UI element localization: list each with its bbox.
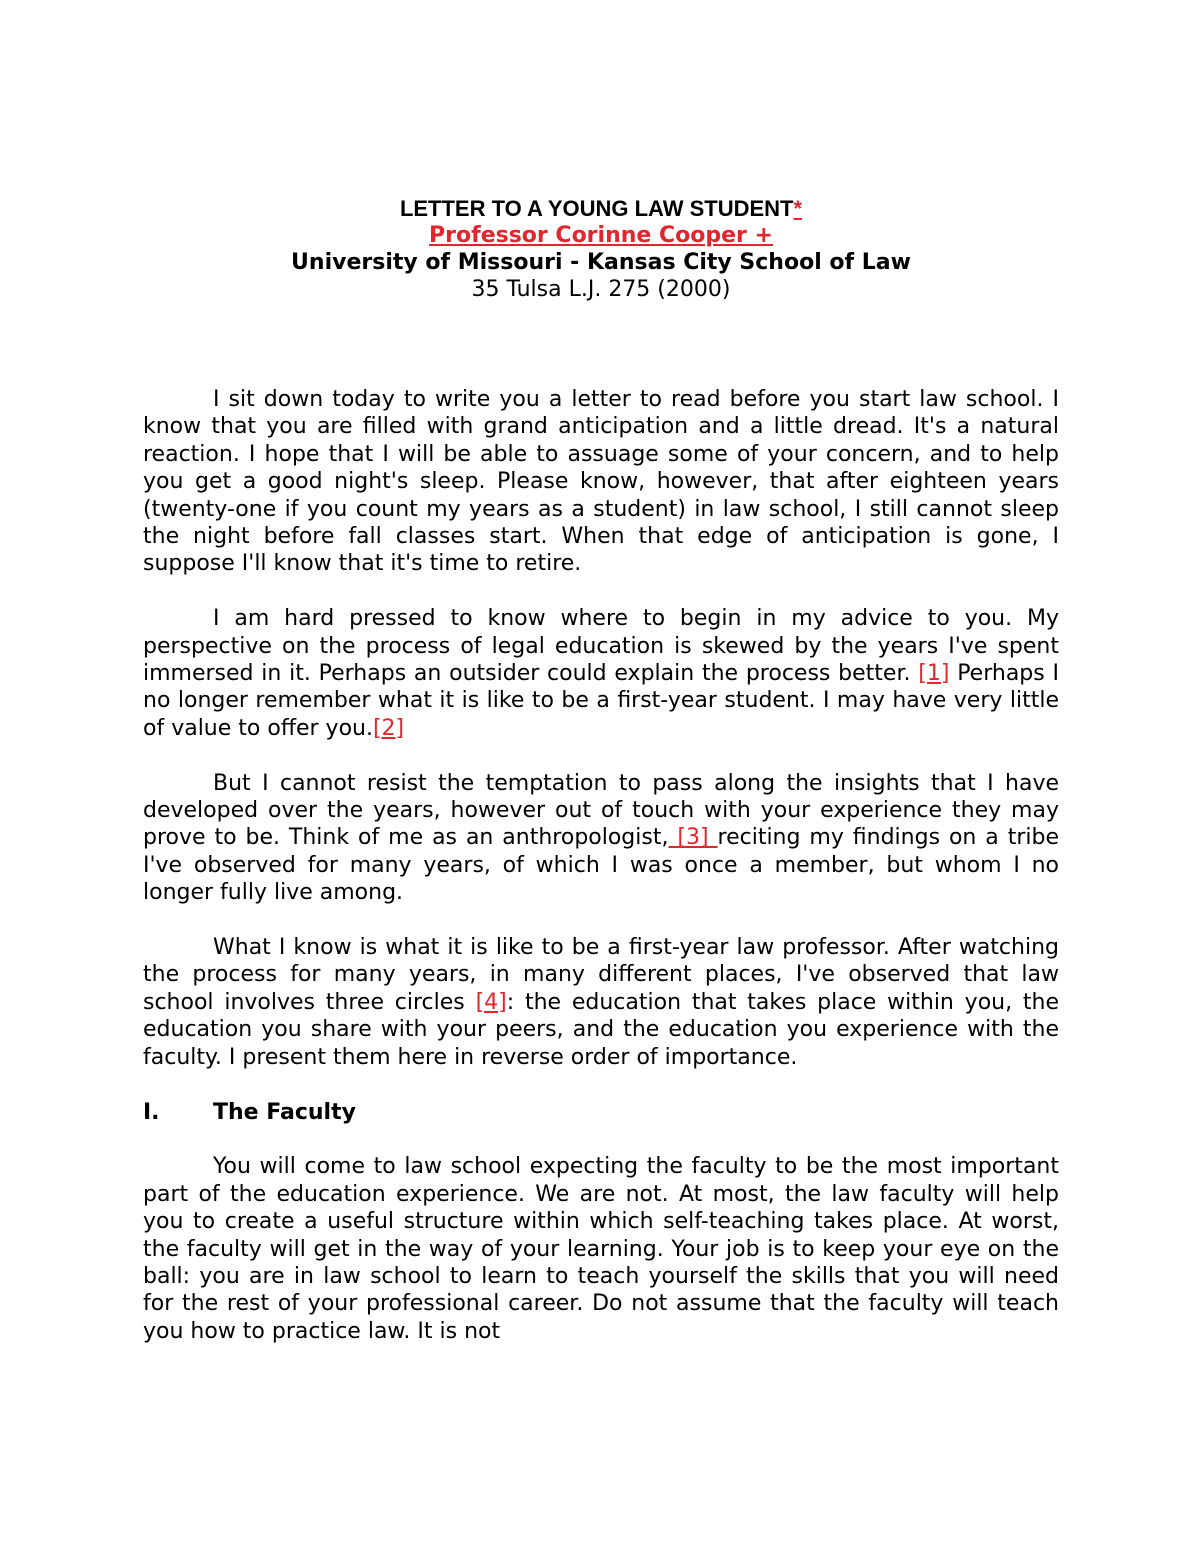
- author-link[interactable]: Professor Corinne Cooper +: [429, 223, 773, 248]
- paragraph-1: I sit down today to write you a letter to read before you start law school. I know that you are filled with grand anticipation and a little dread. It's a natural reaction. I hope that I will be able to assuage some of your concern, and to help you get a good night's sleep. Please know, however, that after eighteen years (twenty-one if you count my years as a student) in law school, I still cannot sleep the night before fall classes start. When that edge of anticipation is gone, I suppose I'll know that it's time to retire.: [143, 387, 1059, 577]
- footnote-link-1[interactable]: [1]: [918, 661, 950, 687]
- institution-name: University of Missouri - Kansas City School of Law: [291, 250, 911, 275]
- paragraph-4-text-b: : the education that takes place within you, the education you share with your peers, and the education you experience with the faculty. I present them here in reverse order of importance.: [143, 989, 1059, 1070]
- paragraph-4: [143, 934, 1059, 1071]
- title-block: [143, 195, 1059, 303]
- paragraph-3-text-a: But I cannot resist the temptation to pass along the insights that I have developed over the years, however out of touch with your experience they may prove to be. Think of me as an anthropologist,: [143, 770, 1059, 851]
- paragraph-5: You will come to law school expecting the faculty to be the most important part of the education experience. We are not. At most, the law faculty will help you to create a useful structure within which self-teaching takes place. At worst, the faculty will get in the way of your learning. Your job is to keep your eye on the ball: you are in law school to learn to teach yourself the skills that you will need for the rest of your professional career. Do not assume that the faculty will teach you how to practice law. It is not: [143, 1154, 1059, 1344]
- title-text: LETTER TO A YOUNG LAW STUDENT: [399, 196, 794, 221]
- footnote-link-3[interactable]: [3]: [668, 825, 718, 851]
- paragraph-4-text-a: What I know is what it is like to be a first-year law professor. After watching the process for many years, in many different places, I've observed that law school involves three circles: [143, 935, 1059, 1015]
- paragraph-2: [143, 605, 1059, 742]
- section-number: I.: [143, 1099, 160, 1125]
- citation: 35 Tulsa L.J. 275 (2000): [471, 277, 731, 302]
- paragraph-2-text-b: Perhaps I no longer remember what it is like to be a first-year student. I may have very little of value to offer you.: [143, 661, 1059, 741]
- document-title: [143, 195, 1059, 222]
- section-heading: [143, 1099, 1059, 1126]
- letter-body: [143, 386, 1059, 1345]
- author-line: [143, 222, 1059, 249]
- footnote-link-4[interactable]: [4]: [475, 989, 507, 1015]
- paragraph-3-text-b: reciting my findings on a tribe I've observed for many years, of which I was once a member, but whom I no longer fully live among.: [143, 825, 1059, 906]
- paragraph-2-text-a: I am hard pressed to know where to begin in my advice to you. My perspective on the process of legal education is skewed by the years I've spent immersed in it. Perhaps an outsider could explain the process better.: [143, 606, 1059, 687]
- paragraph-3: [143, 770, 1059, 907]
- footnote-link-2[interactable]: [2]: [372, 715, 405, 741]
- section-title: The Faculty: [213, 1099, 356, 1125]
- title-footnote-marker[interactable]: *: [793, 196, 803, 221]
